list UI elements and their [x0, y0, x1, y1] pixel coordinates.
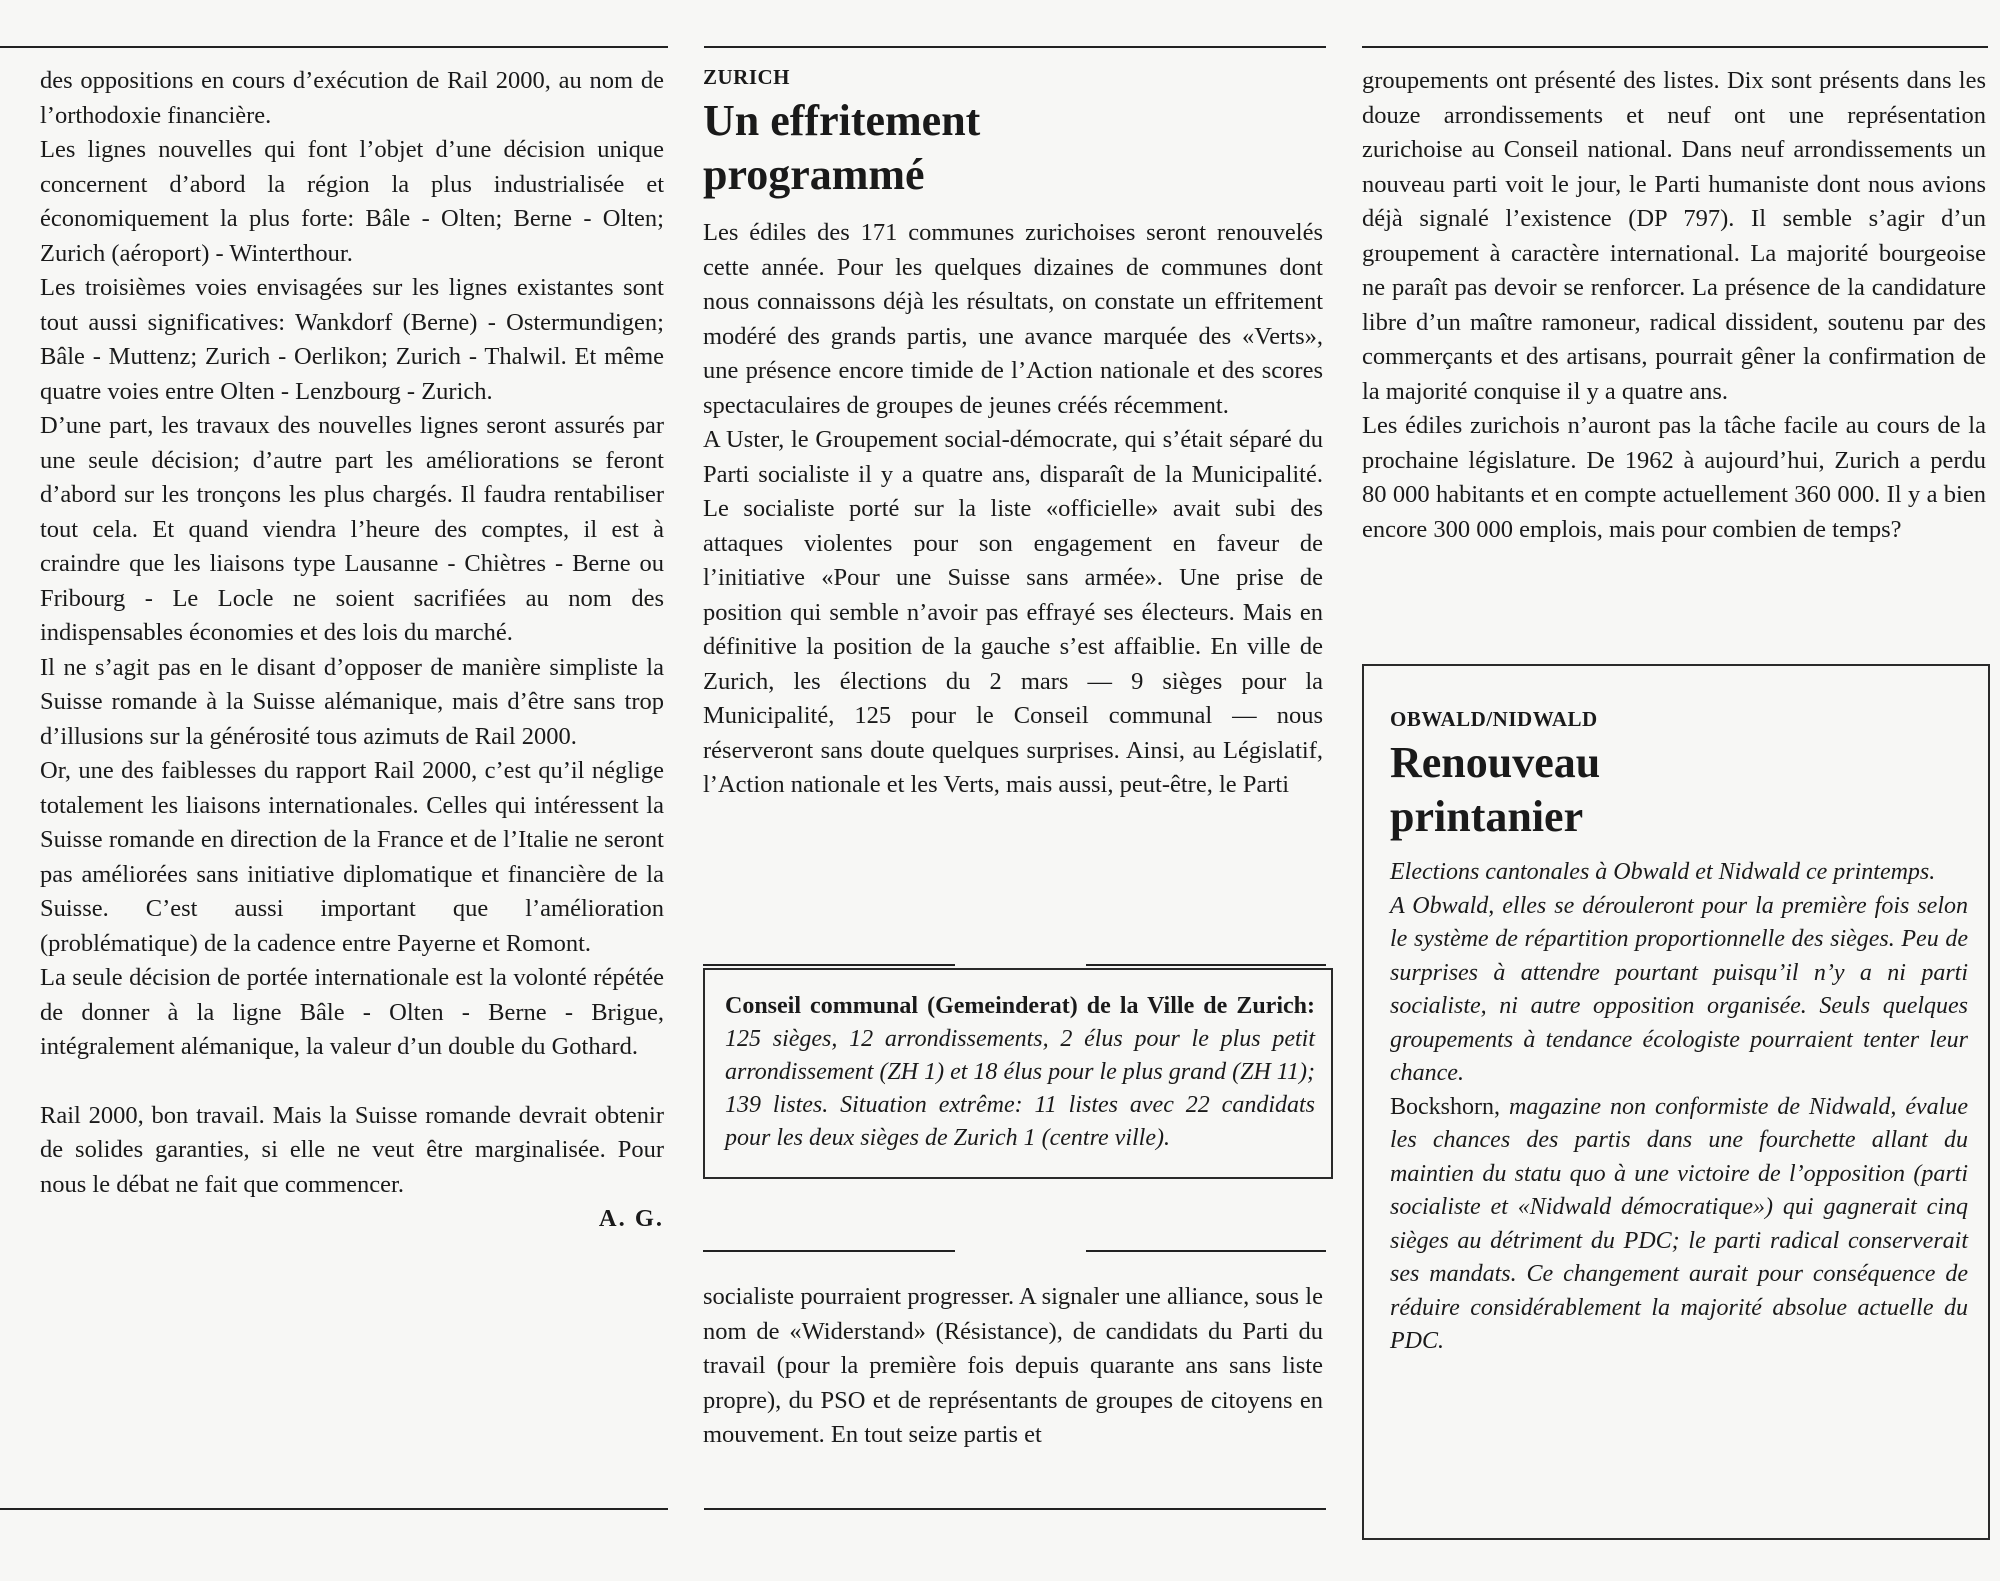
obwald-article-box	[1362, 664, 1990, 1540]
right-paragraph: groupements ont présenté des listes. Dix sont présents dans les douze arrondissements et neuf ont une représentation zurichoise au Conseil national. Dans neuf arrondissements un nouveau parti voit le jour, le Parti humaniste dont nous avions déjà signalé l’existence (DP 797). Il semble s’agir d’un groupement à caractère international. La majorité bourgeoise ne paraît pas devoir se renforcer. La présence de la candidature libre d’un maître ramoneur, radical dissident, soutenu par des commerçants et des artisans, pourrait gêner la confirmation de la majorité conquise il y a quatre ans.	[1362, 67, 1986, 405]
left-paragraph: La seule décision de portée internationale est la volonté répétée de donner à la ligne Bâle - Olten - Berne - Brigue, intégralement alémanique, la valeur d’un double du Gothard.	[40, 964, 664, 1060]
left-paragraph: D’une part, les travaux des nouvelles lignes seront assurés par une seule décision; d’autre part les améliorations se feront d’abord sur les tronçons les plus chargés. Il faudra rentabiliser tout cela. Et quand viendra l’heure des comptes, il est à craindre que les liaisons type Lausanne - Chiètres - Berne ou Fribourg - Le Locle ne soient sacrifiées au nom des indispensables économies et des lois du marché.	[40, 412, 664, 646]
zurich-paragraph: A Uster, le Groupement social-démocrate, qui s’était séparé du Parti socialiste il y a quatre ans, disparaît de la Municipalité. Le socialiste porté sur la liste «officielle» avait subi des attaques violentes pour son engagement en faveur de l’initiative «Pour une Suisse sans armée». Une prise de position qui semble n’avoir pas effrayé ses électeurs. Mais en définitive la position de la gauche s’est affaiblie. En ville de Zurich, les élections du 2 mars — 9 sièges pour la Municipalité, 125 pour le Conseil communal — nous réserveront sans doute quelques surprises. Ainsi, au Législatif, l’Action nationale et les Verts, mais aussi, peut-être, le Parti	[703, 426, 1323, 798]
bockshorn-text: magazine non conformiste de Nidwald, évalue les chances des partis dans une fourchette allant du maintien du statu quo à une victoire de l’opposition (parti socialiste et «Nidwald démocratique») qui gagnerait cinq sièges au détriment du PDC; le parti radical conserverait ses mandats. Ce changement aurait pour conséquence de réduire considérablement la majorité absolue actuelle du PDC.	[1390, 1093, 1968, 1354]
top-rule-right	[1362, 46, 1988, 48]
zurich-paragraph-continued: socialiste pourraient progresser. A signaler une alliance, sous le nom de «Widerstand» (Résistance), de candidats du Parti du travail (pour la première fois depuis quarante ans sans liste propre), du PSO et de représentants de groupes de citoyens en mouvement. En tout seize partis et	[703, 1283, 1323, 1448]
left-paragraph: Les lignes nouvelles qui font l’objet d’une décision unique concernent d’abord la région la plus industrialisée et économiquement la plus forte: Bâle - Olten; Berne - Olten; Zurich (aéroport) - Winterthour.	[40, 136, 664, 267]
obwald-body	[1390, 856, 1968, 1359]
author-signature: A. G.	[598, 1205, 664, 1232]
top-rule-middle	[704, 46, 1326, 48]
zurich-headline: Un effritement programmé	[703, 96, 981, 199]
obwald-paragraph: Elections cantonales à Obwald et Nidwald ce printemps.	[1390, 859, 1936, 885]
zurich-article	[703, 64, 1323, 803]
left-column	[40, 64, 664, 1237]
obwald-paragraph: A Obwald, elles se dérouleront pour la première fois selon le système de répartition proportionnelle des sièges. Peu de surprises à attendre pourtant puisqu’il n’y a ni parti socialiste, ni autre opposition organisée. Seuls quelques groupements à tendance écologiste pourraient tenter leur chance.	[1390, 892, 1968, 1086]
obwald-kicker: OBWALD/NIDWALD	[1390, 707, 1598, 731]
info-box-rule-right	[1086, 964, 1326, 966]
info-box-lead: Conseil communal (Gemeinderat) de la Ville de Zurich:	[725, 993, 1315, 1019]
info-box-text: 125 sièges, 12 arrondissements, 2 élus pour le plus petit arrondissement (ZH 1) et 18 élus pour le plus grand (ZH 11); 139 listes. Situation extrême: 11 listes avec 22 candidats pour les deux sièges de Zurich 1 (centre ville).	[725, 1026, 1315, 1151]
bockshorn-name: Bockshorn,	[1390, 1093, 1500, 1120]
zurich-paragraph: Les édiles des 171 communes zurichoises seront renouvelés cette année. Pour les quelques dizaines de communes dont nous connaissons déjà les résultats, on constate un effritement modéré des grands partis, une avance marquée des «Verts», une présence encore timide de l’Action nationale et des scores spectaculaires de groupes de jeunes créés récemment.	[703, 219, 1323, 419]
info-box-rule-bottom-right	[1086, 1250, 1326, 1252]
left-paragraph: Il ne s’agit pas en le disant d’opposer de manière simpliste la Suisse romande à la Suisse alémanique, mais d’être sans trop d’illusions sur la générosité tous azimuts de Rail 2000.	[40, 653, 664, 750]
left-closing-paragraph: Rail 2000, bon travail. Mais la Suisse romande devrait obtenir de solides garanties, si elle ne veut être marginalisée. Pour nous le débat ne fait que commencer.	[40, 1101, 664, 1198]
right-column	[1362, 64, 1986, 547]
left-paragraph: Les troisièmes voies envisagées sur les lignes existantes sont tout aussi significatives: Wankdorf (Berne) - Ostermundigen; Bâle - Muttenz; Zurich - Oerlikon; Zurich - Thalwil. Et même quatre voies entre Olten - Lenzbourg - Zurich.	[40, 274, 664, 405]
right-paragraph: Les édiles zurichois n’auront pas la tâche facile au cours de la prochaine législature. De 1962 à aujourd’hui, Zurich a perdu 80 000 habitants et en compte actuellement 360 000. Il y a bien encore 300 000 emplois, mais pour combien de temps?	[1362, 412, 1986, 543]
zurich-kicker: ZURICH	[703, 65, 791, 89]
info-box-rule-bottom-left	[703, 1250, 955, 1252]
bottom-rule-middle	[704, 1508, 1326, 1510]
obwald-headline: Renouveau printanier	[1390, 738, 1601, 841]
zurich-article-continued	[703, 1280, 1323, 1453]
info-box-rule-left	[703, 964, 955, 966]
bottom-rule-left	[0, 1508, 668, 1510]
left-paragraph: Or, une des faiblesses du rapport Rail 2000, c’est qu’il néglige totalement les liaisons internationales. Celles qui intéressent la Suisse romande en direction de la France et de l’Italie ne seront pas améliorées sans initiative diplomatique et financière de la Suisse. C’est aussi important que l’amélioration (problématique) de la cadence entre Payerne et Romont.	[40, 757, 664, 957]
obwald-paragraph-bockshorn	[1390, 1091, 1968, 1359]
info-box-gemeinderat	[703, 968, 1333, 1179]
left-paragraph: des oppositions en cours d’exécution de Rail 2000, au nom de l’orthodoxie financière.	[40, 67, 664, 129]
top-rule-left	[0, 46, 668, 48]
